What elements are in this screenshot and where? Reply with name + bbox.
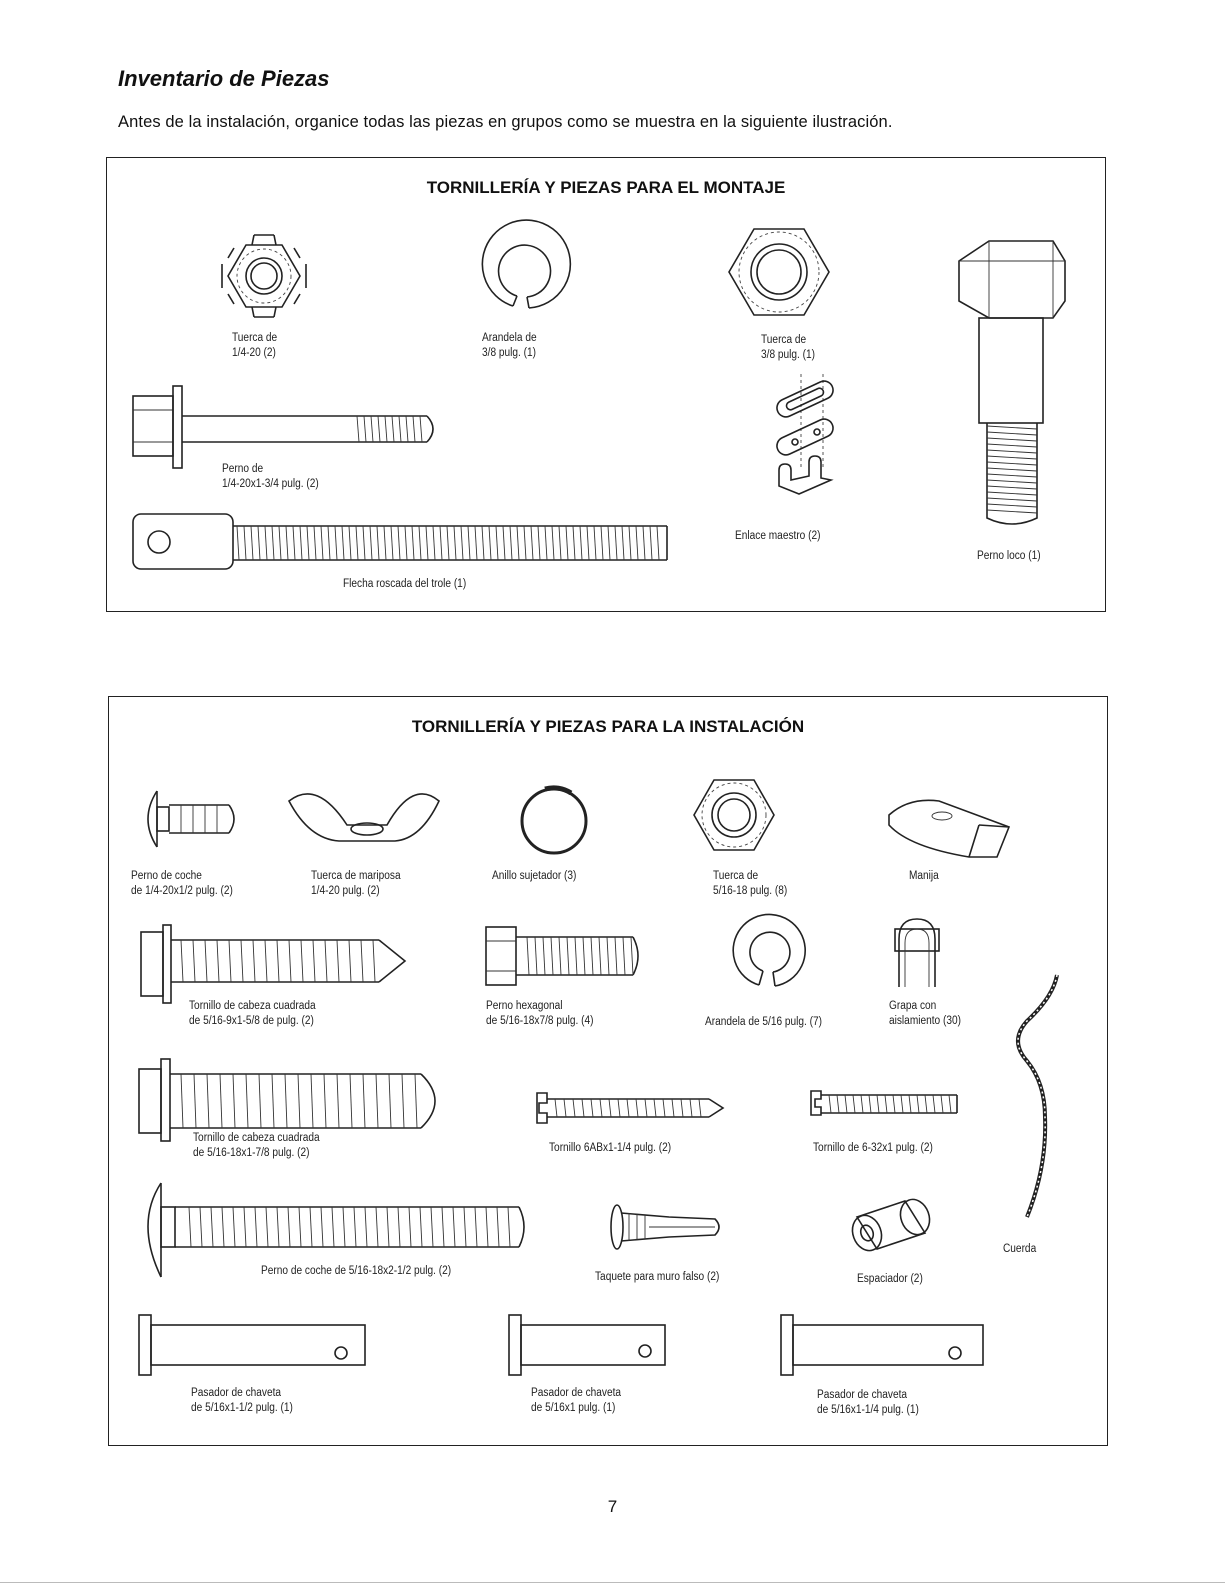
threaded-shaft-icon bbox=[133, 514, 667, 569]
label-nut-quarter: Tuerca de 1/4-20 (2) bbox=[232, 332, 278, 359]
mounting-heading: TORNILLERÍA Y PIEZAS PARA EL MONTAJE bbox=[426, 178, 786, 197]
lag-screw-1-icon bbox=[141, 925, 405, 1003]
washer-small-icon bbox=[733, 914, 805, 986]
label-washer-38: Arandela de 3/8 pulg. (1) bbox=[482, 332, 537, 359]
page-number: 7 bbox=[607, 1497, 618, 1516]
insulated-staple-icon bbox=[895, 919, 939, 987]
label-hex-bolt: Perno hexagonal de 5/16-18x7/8 pulg. (4) bbox=[486, 1000, 594, 1027]
clevis-pin-2-icon bbox=[509, 1315, 665, 1375]
label-nut-516: Tuerca de 5/16-18 pulg. (8) bbox=[713, 870, 788, 897]
label-handle: Manija bbox=[909, 870, 939, 882]
label-rope: Cuerda bbox=[1003, 1243, 1037, 1255]
label-retaining-ring: Anillo sujetador (3) bbox=[492, 870, 577, 882]
label-threaded-shaft: Flecha roscada del trole (1) bbox=[343, 578, 467, 590]
lag-screw-2-icon bbox=[139, 1059, 435, 1141]
drywall-anchor-icon bbox=[611, 1205, 719, 1249]
master-link-icon bbox=[774, 374, 836, 494]
label-clevis-pin-1: Pasador de chaveta de 5/16x1-1/2 pulg. (1) bbox=[191, 1387, 293, 1414]
carriage-bolt-long-icon bbox=[148, 1183, 524, 1277]
split-washer-icon bbox=[482, 220, 570, 308]
label-master-link: Enlace maestro (2) bbox=[735, 530, 821, 542]
label-nut-38: Tuerca de 3/8 pulg. (1) bbox=[761, 334, 816, 361]
label-screw-632: Tornillo de 6-32x1 pulg. (2) bbox=[813, 1142, 933, 1154]
label-insulated-staple: Grapa con aislamiento (30) bbox=[889, 1000, 962, 1027]
mounting-illustrations bbox=[107, 158, 1107, 613]
page-title: Inventario de Piezas bbox=[118, 66, 330, 91]
lock-nut-icon bbox=[222, 235, 306, 317]
spacer-icon bbox=[848, 1195, 935, 1254]
hex-nut-icon bbox=[729, 229, 829, 315]
carriage-bolt-small-icon bbox=[148, 791, 234, 847]
label-clevis-pin-3: Pasador de chaveta de 5/16x1-1/4 pulg. (1) bbox=[817, 1389, 919, 1416]
label-washer-516: Arandela de 5/16 pulg. (7) bbox=[705, 1016, 823, 1028]
label-spacer: Espaciador (2) bbox=[857, 1273, 923, 1285]
hex-nut-small-icon bbox=[694, 780, 774, 850]
label-ring-bolt: Perno loco (1) bbox=[977, 550, 1041, 562]
label-drywall-anchor: Taquete para muro falso (2) bbox=[595, 1271, 720, 1283]
intro-text: Antes de la instalación, organice todas las piezas en grupos como se muestra en la siguiente ilustración. bbox=[118, 113, 893, 131]
label-lag-screw-2: Tornillo de cabeza cuadrada de 5/16-18x1-7/8 pulg. (2) bbox=[193, 1132, 320, 1159]
label-carriage-bolt-long: Perno de coche de 5/16-18x2-1/2 pulg. (2) bbox=[261, 1265, 452, 1277]
label-lag-screw-1: Tornillo de cabeza cuadrada de 5/16-9x1-5/8 de pulg. (2) bbox=[189, 1000, 316, 1027]
label-wing-nut: Tuerca de mariposa 1/4-20 pulg. (2) bbox=[311, 870, 401, 897]
clevis-pin-3-icon bbox=[781, 1315, 983, 1375]
mounting-hardware-box bbox=[106, 157, 1106, 612]
rope-icon bbox=[1018, 975, 1057, 1217]
hex-bolt-small-icon bbox=[486, 927, 638, 985]
installation-illustrations bbox=[109, 697, 1109, 1447]
label-carriage-bolt-small: Perno de coche de 1/4-20x1/2 pulg. (2) bbox=[131, 870, 233, 897]
ring-bolt-icon bbox=[959, 241, 1065, 524]
hex-bolt-icon bbox=[133, 386, 433, 468]
handle-icon bbox=[889, 800, 1009, 857]
label-screw-6ab: Tornillo 6ABx1-1/4 pulg. (2) bbox=[549, 1142, 672, 1154]
label-bolt-quarter: Perno de 1/4-20x1-3/4 pulg. (2) bbox=[222, 463, 319, 490]
screw-632-icon bbox=[811, 1091, 957, 1115]
bottom-rule bbox=[0, 1582, 1225, 1583]
wing-nut-icon bbox=[289, 794, 439, 841]
retaining-ring-icon bbox=[522, 788, 586, 853]
installation-hardware-box bbox=[108, 696, 1108, 1446]
clevis-pin-1-icon bbox=[139, 1315, 365, 1375]
installation-heading: TORNILLERÍA Y PIEZAS PARA LA INSTALACIÓN bbox=[411, 717, 805, 736]
label-clevis-pin-2: Pasador de chaveta de 5/16x1 pulg. (1) bbox=[531, 1387, 622, 1414]
screw-6ab-icon bbox=[537, 1093, 723, 1123]
